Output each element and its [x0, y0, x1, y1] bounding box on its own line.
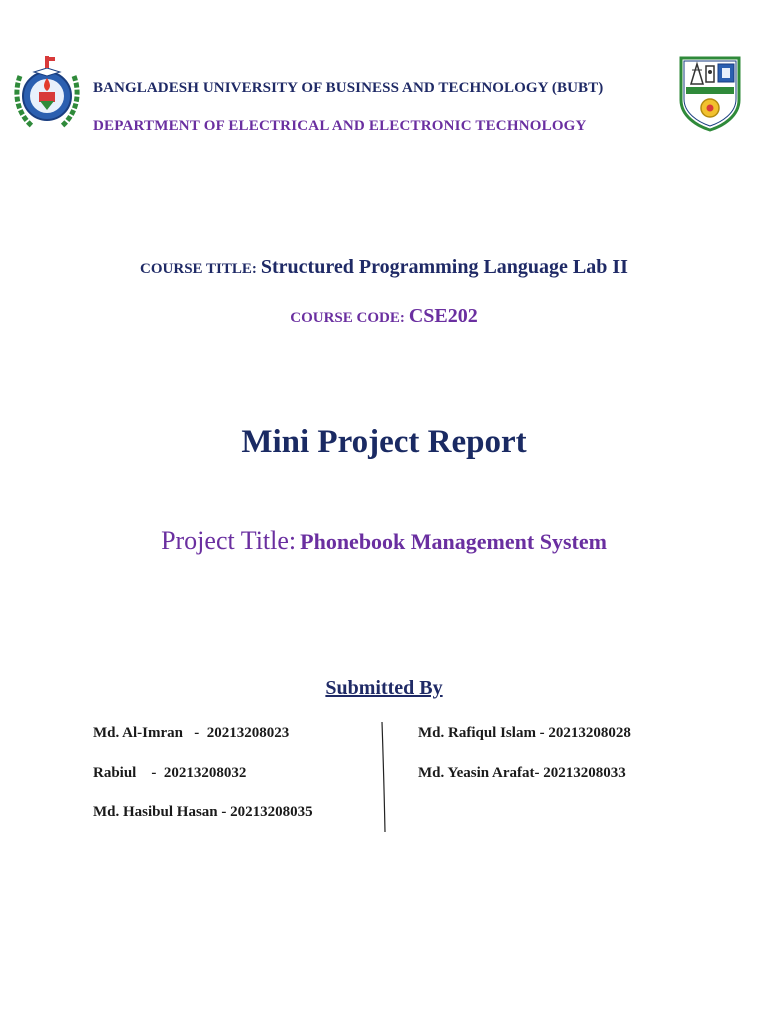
column-divider [379, 722, 389, 832]
course-title-line [0, 256, 768, 279]
member-entry: Md. Al-Imran - 20213208023 [93, 725, 290, 741]
member-entry: Md. Yeasin Arafat- 20213208033 [418, 765, 626, 781]
project-title-label: Project Title: [161, 526, 297, 555]
university-name: BANGLADESH UNIVERSITY OF BUSINESS AND TECHNOLOGY (BUBT) [93, 80, 604, 96]
course-code-label: COURSE CODE: [290, 310, 405, 326]
project-title-line [0, 526, 768, 556]
course-title-value: Structured Programming Language Lab II [260, 256, 628, 278]
report-title: Mini Project Report [241, 424, 527, 460]
project-title-value: Phonebook Management System [300, 529, 607, 554]
member-entry: Md. Rafiqul Islam - 20213208028 [418, 725, 631, 741]
course-code-line [0, 305, 768, 328]
member-entry: Rabiul - 20213208032 [93, 765, 247, 781]
eee-department-logo-icon [677, 54, 743, 132]
course-code-value: CSE202 [408, 305, 478, 327]
course-title-label: COURSE TITLE: [140, 261, 257, 277]
submitted-by-heading: Submitted By [325, 677, 443, 699]
bubt-logo-icon [12, 54, 82, 136]
department-name: DEPARTMENT OF ELECTRICAL AND ELECTRONIC TECHNOLOGY [93, 118, 587, 134]
member-entry: Md. Hasibul Hasan - 20213208035 [93, 804, 313, 820]
